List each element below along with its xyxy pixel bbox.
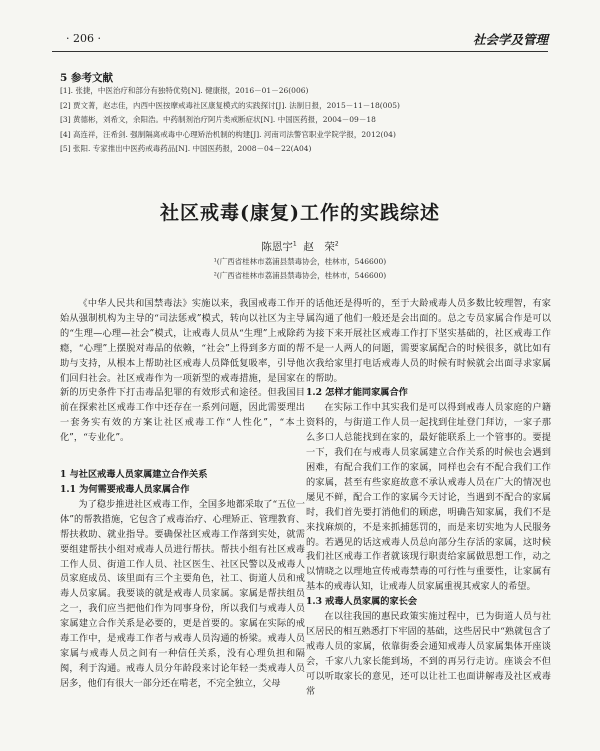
reference-item: [3] 黄德彬，刘希文，余阳浩。中药制剂治疗阿片类戒断症状[N]. 中国医药报，2004－09－18 [60, 115, 376, 124]
reference-item: [2] 贾文菁，赵志佳，内西中医按摩戒毒社区康复模式的实践探讨[J]. 法制日报，2015－11－18(005) [60, 100, 400, 110]
page-header [52, 30, 548, 50]
right-column [306, 297, 551, 699]
reference-item: [1]. 张捷，中医治疗和部分有独特优势[N]. 健康报，2016－01－26(006) [60, 86, 309, 95]
intro-paragraph: 《中华人民共和国禁毒法》实施以来，我国戒毒工作开始从强制机构为主导的“司法惩戒”模式，转向以社区为主导的“生理—心理—社会”模式，让戒毒人员从“生理”上戒除药瘾，“心理”上摆脱对毒品的依赖，“社会”上得到多方面的帮助与支持，从根本上帮助社区戒毒人员降低复吸率，引导他们回归社会。社区戒毒作为一项新型的戒毒措施，是国家在新的历史条件下打击毒品犯罪的有效形式和途径。但我国目前在探索社区戒毒工作中还存在一系列问题，因此需要理出一套务实有效的方案让社区戒毒工作“人性化”，“本土化”，“专业化”。 [60, 298, 305, 444]
sub-heading: 1.3 戒毒人员家属的家长会 [306, 596, 418, 608]
article-title: 社区戒毒(康复)工作的实践综述 [160, 202, 440, 224]
reference-item: [4] 高连祥，汪希剑. 强制隔离戒毒中心理矫治机制的构建[J]. 河南司法警官职业学院学报，2012(04) [60, 129, 396, 139]
affiliation-1: ¹(广西省桂林市荔浦县禁毒协会，桂林市，546600) [213, 257, 387, 266]
journal-name: 社会学及管理 [472, 32, 548, 47]
header-rule [52, 51, 548, 52]
article-authors [0, 239, 600, 254]
author-1-sup: 1 [292, 240, 297, 248]
sub-heading: 1.1 为何需要戒毒人员家属合作 [60, 483, 190, 495]
body-paragraph: 的话他还是得听的，至于大龄戒毒人员多数比较理智，有家属沟通了他们一般还是会出面的。总之专员家属合作是可以为接下来开展社区戒毒工作打下坚实基础的，社区戒毒工作不是一人两人的问题，需要家属配合的时候很多，就比如有次我给家里打电话戒毒人员的时候有时候就会出面寻求家属的帮助。 [306, 298, 551, 384]
author-2-sup: 2 [334, 240, 339, 248]
left-column [60, 297, 305, 692]
page-number: · 206 · [66, 32, 101, 45]
author-2: 赵 荣 [303, 241, 335, 253]
sub-heading: 1.2 怎样才能同家属合作 [306, 387, 408, 399]
body-paragraph: 在实际工作中其实我们是可以得到戒毒人员家庭的户籍资料的，与街道工作人员一起找到住址登门拜访，一家子那么多口人总能找到在家的，最好能联系上一个管事的。要提一下，我们在与戒毒人员家属建立合作关系的时候也会遇到困难，有配合我们工作的家属，同样也会有不配合我们工作的家属，甚至有些家庭故意不承认戒毒人员在广大的情况也屡见不鲜，配合工作的家属今天讨论，当遇到不配合的家属时，我们首先要打消他们的顾虑，明确告知家属，我们不是来找麻烦的，不是来抓捕惩罚的，而是来切实地为人民服务的。若遇见的话这戒毒人员总向部分生存活的家属，这时候我们社区戒毒工作者就该现行职责给家属做思想工作，动之以情晓之以理地宣传戒毒禁毒的可行性与重要性，让家属有基本的戒毒认知，让戒毒人员家属重视其戒家人的希望。 [306, 402, 551, 593]
references-list [60, 84, 550, 157]
body-paragraph: 为了稳步推进社区戒毒工作，全国多地都采取了“五位一体”的帮教措施，它包含了戒毒治疗、心理矫正、管理教育、帮扶救助、就业指导。要确保社区戒毒工作落到实处，就需要组建帮扶小组对戒毒人员进行帮扶。帮扶小组有社区戒毒工作人员、街道工作人员、社区医生、社区民警以及戒毒人员家庭成员、该里面有三个主要角色，社工、街道人员和戒毒人员家属。我要谈的就是戒毒人员家属。家属是帮扶组员之一，我们应当把他们作为同事身份，所以我们与戒毒人员家属建立合作关系是必要的，更是首要的。家属在实际的戒毒工作中，是戒毒工作者与戒毒人员沟通的桥梁。戒毒人员家属与戒毒人员之间有一种信任关系，没有心理负担和隔阂，利于沟通。戒毒人员分年龄段来讨论年轻一类戒毒人员居多，他们有很大一部分还在啃老，不完全独立，父母 [60, 498, 305, 689]
section-heading: 1 与社区戒毒人员家属建立合作关系 [60, 469, 208, 481]
references-title: 5 参考文献 [60, 72, 113, 84]
reference-item: [5] 张阳. 专家推出中医药戒毒药品[N]. 中国医药报，2008－04－22(A04) [60, 144, 312, 153]
affiliation-2: ²(广西省桂林市荔浦县禁毒协会，桂林市，546600) [213, 271, 387, 280]
author-1: 陈恩宇 [261, 241, 293, 253]
body-paragraph: 在以往我国的惠民政策实施过程中，已为街道人员与社区居民的相互熟悉打下牢固的基础，这些居民中“熟就包含了戒毒人员的家属，依靠街委会通知戒毒人员家属集体开座谈会，千家八九家长能到场，不到的再另行走访。座谈会不但可以听取家长的意见，还可以让社工也面讲解毒及社区戒毒常 [306, 611, 551, 697]
